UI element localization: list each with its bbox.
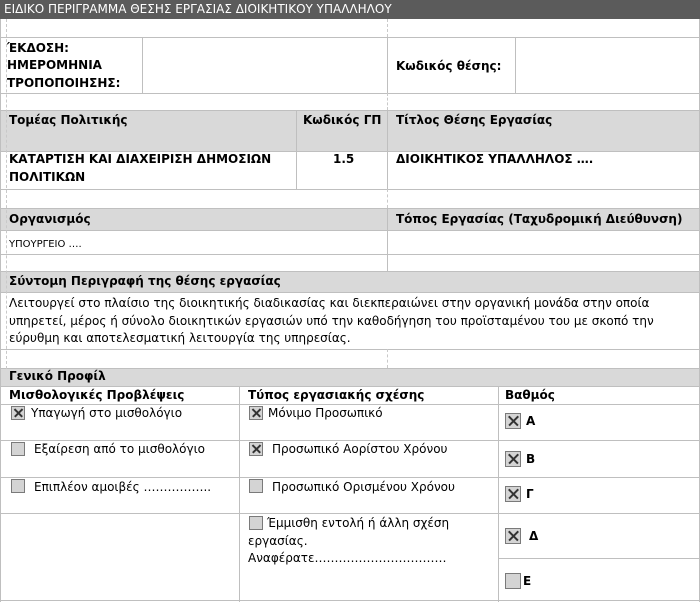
payroll-included-checkbox[interactable] bbox=[11, 406, 25, 420]
policy-sector-value-cont: ΠΟΛΙΤΙΚΩΝ bbox=[9, 170, 86, 184]
fixed-term-checkbox[interactable] bbox=[249, 479, 263, 493]
organization-header: Οργανισμός bbox=[9, 212, 91, 226]
page-title: ΕΙΔΙΚΟ ΠΕΡΙΓΡΑΜΜΑ ΘΕΣΗΣ ΕΡΓΑΣΙΑΣ ΔΙΟΙΚΗΤΙΚΟΥ ΥΠΑΛΛΗΛΟΥ bbox=[4, 2, 392, 16]
grade-d-checkbox[interactable] bbox=[505, 528, 521, 544]
summary-line-3: εύρυθμη και αποτελεσματική λειτουργία της υπηρεσίας. bbox=[9, 331, 351, 345]
policy-sector-value: ΚΑΤΑΡΤΙΣΗ ΚΑΙ ΔΙΑΧΕΙΡΙΣΗ ΔΗΜΟΣΙΩΝ bbox=[9, 152, 272, 166]
grade-header: Βαθμός bbox=[505, 388, 555, 402]
extra-pay-checkbox[interactable] bbox=[11, 479, 25, 493]
version-label: ΈΚΔΟΣΗ: bbox=[7, 41, 69, 55]
grade-a-checkbox[interactable] bbox=[505, 413, 521, 429]
job-title-header: Τίτλος Θέσης Εργασίας bbox=[396, 113, 553, 127]
grade-b-checkbox[interactable] bbox=[505, 451, 521, 467]
indefinite-term-checkbox[interactable] bbox=[249, 442, 263, 456]
specify-field[interactable]: Αναφέρατε…………………………… bbox=[248, 551, 447, 565]
payroll-excluded-checkbox[interactable] bbox=[11, 442, 25, 456]
payroll-excluded-label: Εξαίρεση από το μισθολόγιο bbox=[34, 442, 205, 456]
paid-mandate-label-cont: εργασίας. bbox=[248, 534, 308, 548]
modification-label: ΤΡΟΠΟΠΟΙΗΣΗΣ: bbox=[7, 76, 121, 90]
fixed-term-label: Προσωπικό Ορισμένου Χρόνου bbox=[272, 480, 455, 494]
employment-type-header: Τύπος εργασιακής σχέσης bbox=[248, 388, 425, 402]
grade-e-checkbox[interactable] bbox=[505, 573, 521, 589]
organization-value: ΥΠΟΥΡΓΕΙΟ …. bbox=[9, 239, 82, 250]
summary-line-2: υπηρετεί, μέρος ή σύνολο διοικητικών εργασιών υπό την καθοδήγηση του προϊσταμένου του με σκοπό την bbox=[9, 314, 654, 328]
gp-code-header: Κωδικός ΓΠ bbox=[303, 113, 382, 127]
summary-line-1: Λειτουργεί στο πλαίσιο της διοικητικής διαδικασίας και διεκπεραιώνει στην οργανική μονάδα στην οποία bbox=[9, 296, 650, 310]
summary-header: Σύντομη Περιγραφή της θέσης εργασίας bbox=[9, 274, 281, 288]
position-code-label: Κωδικός θέσης: bbox=[396, 59, 502, 73]
grade-c-checkbox[interactable] bbox=[505, 486, 521, 502]
indefinite-term-label: Προσωπικό Αορίστου Χρόνου bbox=[272, 442, 448, 456]
paid-mandate-label: Έμμισθη εντολή ή άλλη σχέση bbox=[267, 516, 450, 530]
extra-pay-label: Επιπλέον αμοιβές …………….. bbox=[34, 480, 212, 494]
date-label: ΗΜΕΡΟΜΗΝΙΑ bbox=[7, 58, 102, 72]
grade-e-label: Ε bbox=[523, 574, 532, 588]
profile-header: Γενικό Προφίλ bbox=[9, 369, 106, 383]
grade-b-label: Β bbox=[526, 452, 536, 466]
job-title-value: ΔΙΟΙΚΗΤΙΚΟΣ ΥΠΑΛΛΗΛΟΣ …. bbox=[396, 152, 594, 166]
grade-d-label: Δ bbox=[529, 529, 539, 543]
grade-c-label: Γ bbox=[526, 487, 534, 501]
paid-mandate-checkbox[interactable] bbox=[249, 516, 263, 530]
policy-sector-header: Τομέας Πολιτικής bbox=[9, 113, 128, 127]
payroll-included-label: Υπαγωγή στο μισθολόγιο bbox=[31, 406, 183, 420]
grade-a-label: Α bbox=[526, 414, 536, 428]
permanent-staff-label: Μόνιμο Προσωπικό bbox=[268, 406, 383, 420]
work-location-header: Τόπος Εργασίας (Ταχυδρομική Διεύθυνση) bbox=[396, 212, 683, 226]
gp-code-value: 1.5 bbox=[333, 152, 355, 166]
permanent-staff-checkbox[interactable] bbox=[249, 406, 263, 420]
payroll-header: Μισθολογικές Προβλέψεις bbox=[9, 388, 185, 402]
